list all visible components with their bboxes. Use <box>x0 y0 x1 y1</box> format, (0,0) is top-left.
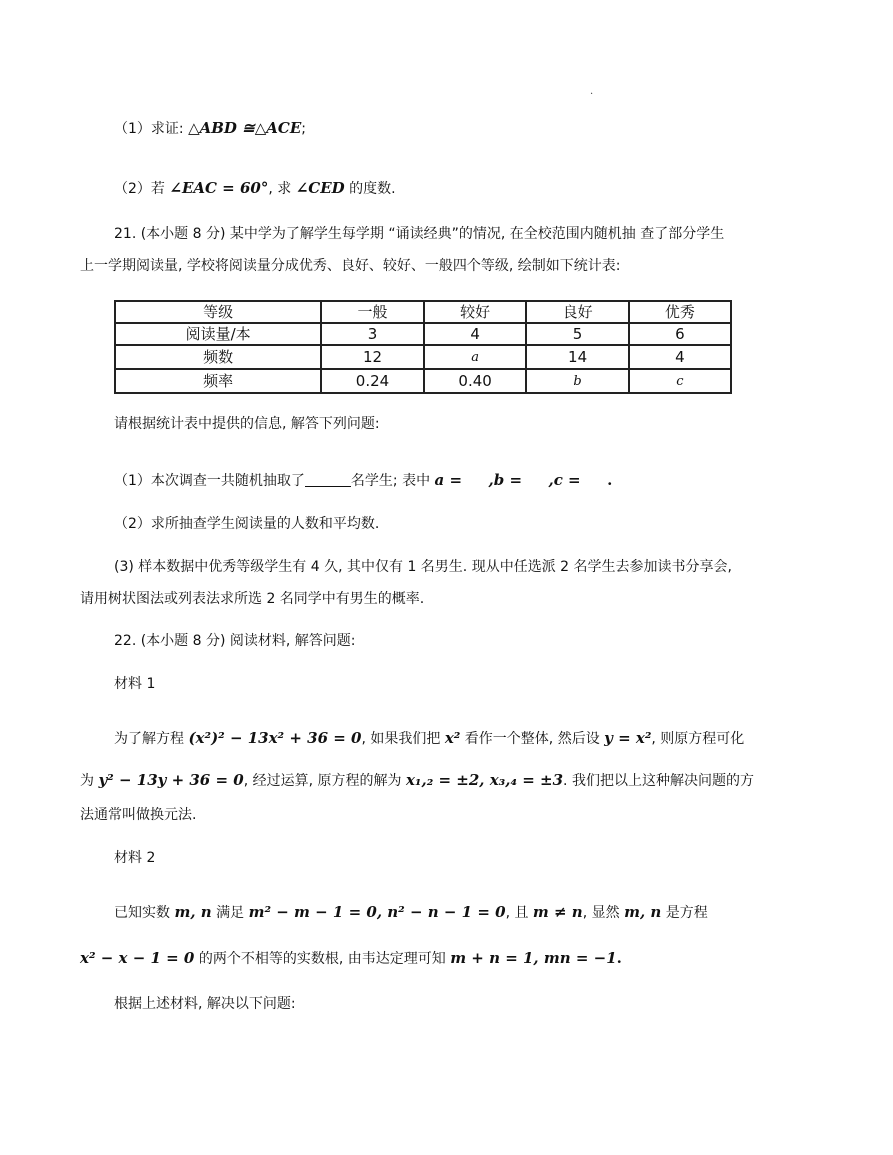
q21-sub1-c: ,c = <box>548 471 581 489</box>
q21-sub1-mid: 名学生; 表中 <box>350 473 431 489</box>
q22-material2-line2 <box>80 948 622 969</box>
q22-m2-l1-mn-roots: m, n <box>624 903 662 921</box>
q22-m2-l2-equation: x² − x − 1 = 0 <box>80 949 195 967</box>
table-header-cell: 等级 <box>115 301 321 323</box>
table-header-cell: 良好 <box>526 301 628 323</box>
q21-sub3-line1: (3) 样本数据中优秀等级学生有 4 久, 其中仅有 1 名男生. 现从中任选派 2 名学生去参加读书分享会, <box>114 559 732 575</box>
table-header-cell: 较好 <box>424 301 527 323</box>
table-header-row <box>115 301 731 323</box>
q22-m2-l2-vieta: m + n = 1, mn = −1 <box>450 949 617 967</box>
q21-sub1-end: . <box>607 471 613 489</box>
table-cell: 0.40 <box>424 369 527 393</box>
q21-intro-line2: 上一学期阅读量, 学校将阅读量分成优秀、良好、较好、一般四个等级, 绘制如下统计表: <box>80 258 621 274</box>
table-cell <box>424 345 527 369</box>
q20-part2 <box>114 178 396 199</box>
q21-intro-line1: 21. (本小题 8 分) 某中学为了解学生每学期 “诵读经典”的情况, 在全校范围内随机抽 查了部分学生 <box>114 226 725 242</box>
table-cell-variable: b <box>573 374 582 389</box>
q22-m1-l1-b: , 如果我们把 <box>361 731 441 747</box>
q22-m1-l2-b: , 经过运算, 原方程的解为 <box>243 773 402 789</box>
q22-m2-l1-c: , 且 <box>505 905 529 921</box>
table-cell-variable: a <box>471 350 479 365</box>
table-header-cell: 一般 <box>321 301 424 323</box>
q20-part1 <box>114 118 306 139</box>
table-cell: 0.24 <box>321 369 424 393</box>
q22-material1-line3: 法通常叫做换元法. <box>80 807 197 823</box>
q22-m2-l1-e: 是方程 <box>665 905 708 921</box>
q22-material1-title: 材料 1 <box>114 676 156 692</box>
q20-part2-prefix: （2）若 <box>114 181 165 197</box>
q22-m1-l1-a: 为了解方程 <box>114 731 184 747</box>
q20-part1-suffix: ; <box>301 121 306 137</box>
table-cell <box>629 369 731 393</box>
table-row <box>115 369 731 393</box>
q20-part1-prefix: （1）求证: <box>114 121 184 137</box>
q22-m1-l1-c: 看作一个整体, 然后设 <box>464 731 600 747</box>
q22-material2-line1 <box>114 902 708 923</box>
q22-m2-l1-mn: m, n <box>174 903 212 921</box>
q22-material1-line2 <box>80 770 754 791</box>
q22-m1-l1-d: , 则原方程可化 <box>651 731 745 747</box>
q21-prompt: 请根据统计表中提供的信息, 解答下列问题: <box>114 416 380 432</box>
table-cell: 频数 <box>115 345 321 369</box>
q22-m1-l2-c: . 我们把以上这种解决问题的方 <box>563 773 754 789</box>
q21-sub1-a: a = <box>434 471 463 489</box>
table-row <box>115 323 731 345</box>
q20-part2-math-angle-ced: ∠CED <box>295 179 345 197</box>
statistics-table <box>114 300 732 394</box>
q22-intro: 22. (本小题 8 分) 阅读材料, 解答问题: <box>114 633 356 649</box>
q20-part2-math-angle-eac: ∠EAC = 60° <box>169 179 269 197</box>
q22-m2-l2-b: . <box>616 949 622 967</box>
table-header-cell: 优秀 <box>629 301 731 323</box>
answer-blank <box>305 472 351 487</box>
table-cell: 14 <box>526 345 628 369</box>
q21-sub1-b: ,b = <box>488 471 523 489</box>
q22-material1-line1 <box>114 728 744 749</box>
q22-m2-l1-m-neq-n: m ≠ n <box>532 903 583 921</box>
q22-m2-l1-b: 满足 <box>216 905 245 921</box>
q22-m2-l1-d: , 显然 <box>582 905 620 921</box>
q20-part1-math: △ABD ≅△ACE <box>188 119 302 137</box>
q21-sub1 <box>114 470 612 491</box>
table-cell <box>526 369 628 393</box>
table-cell: 4 <box>629 345 731 369</box>
q21-sub3-line2: 请用树状图法或列表法求所选 2 名同学中有男生的概率. <box>80 591 425 607</box>
table-cell: 频率 <box>115 369 321 393</box>
q21-sub1-prefix: （1）本次调查一共随机抽取了 <box>114 473 305 489</box>
table-cell-variable: c <box>676 374 684 389</box>
q22-m2-l1-equations: m² − m − 1 = 0, n² − n − 1 = 0 <box>248 903 506 921</box>
q20-part2-suffix: 的度数. <box>349 181 396 197</box>
q22-m1-l1-equation: (x²)² − 13x² + 36 = 0 <box>188 729 362 747</box>
table-cell: 4 <box>424 323 527 345</box>
table-cell: 5 <box>526 323 628 345</box>
q21-sub2: （2）求所抽查学生阅读量的人数和平均数. <box>114 516 380 532</box>
q22-m1-l2-equation: y² − 13y + 36 = 0 <box>98 771 244 789</box>
q22-closing: 根据上述材料, 解决以下问题: <box>114 996 296 1012</box>
table-cell: 6 <box>629 323 731 345</box>
q22-m1-l2-a: 为 <box>80 773 94 789</box>
table-row <box>115 345 731 369</box>
q22-m2-l1-a: 已知实数 <box>114 905 170 921</box>
table-cell: 3 <box>321 323 424 345</box>
table-cell: 阅读量/本 <box>115 323 321 345</box>
q22-m1-l1-substitution: y = x² <box>604 729 652 747</box>
q20-part2-mid: , 求 <box>268 181 292 197</box>
table-cell: 12 <box>321 345 424 369</box>
q22-material2-title: 材料 2 <box>114 850 156 866</box>
header-dot: . <box>590 86 594 97</box>
q22-m2-l2-a: 的两个不相等的实数根, 由韦达定理可知 <box>198 951 446 967</box>
q22-m1-l2-solutions: x₁,₂ = ±2, x₃,₄ = ±3 <box>405 771 564 789</box>
q22-m1-l1-x-squared: x² <box>444 729 461 747</box>
